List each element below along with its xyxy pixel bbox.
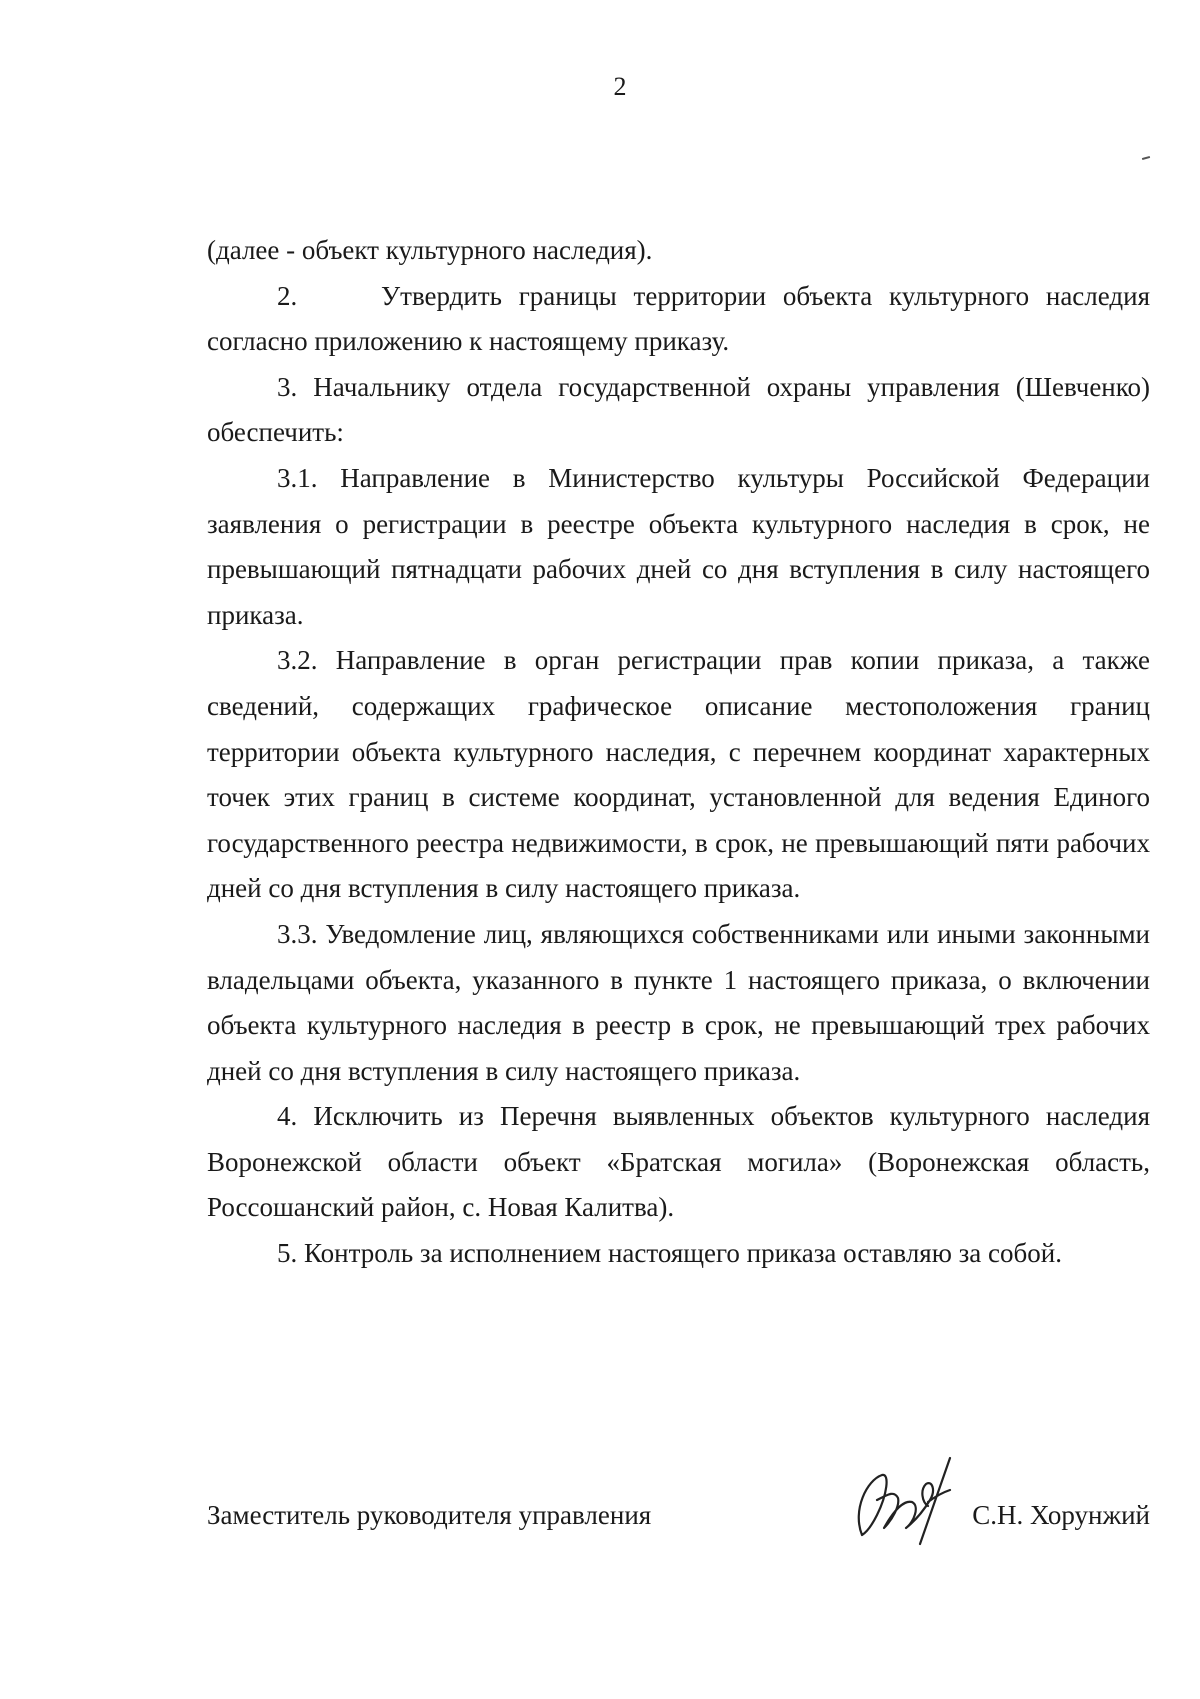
- page-number: 2: [613, 72, 627, 101]
- paragraph-item-3-1: 3.1. Направление в Министерство культуры Российской Федерации заявления о регистрации в реестре объекта культурного наследия в срок, не превышающий пятнадцати рабочих дней со дня вступления в силу настоящего приказа.: [207, 462, 1150, 630]
- document-body: [207, 228, 1150, 1277]
- paragraph-item-4: 4. Исключить из Перечня выявленных объектов культурного наследия Воронежской области объект «Братская могила» (Воронежская область, Россошанский район, с. Новая Калитва).: [207, 1101, 1150, 1223]
- scan-mark: [1142, 156, 1150, 160]
- signature-block: [207, 1470, 1150, 1560]
- signer-name: С.Н. Хорунжий: [972, 1500, 1150, 1530]
- paragraph-item-5: 5. Контроль за исполнением настоящего приказа оставляю за собой.: [277, 1238, 1062, 1269]
- paragraph-continuation: (далее - объект культурного наследия).: [207, 235, 653, 265]
- paragraph-item-3-3: 3.3. Уведомление лиц, являющихся собственниками или иными законными владельцами объекта, указанного в пункте 1 настоящего приказа, о включении объекта культурного наследия в реестр в срок, не превышающий трех рабочих дней со дня вступления в силу настоящего приказа.: [207, 918, 1150, 1086]
- signer-title: Заместитель руководителя управления: [207, 1500, 652, 1530]
- paragraph-item-3: 3. Начальнику отдела государственной охраны управления (Шевченко) обеспечить:: [207, 371, 1150, 448]
- handwritten-signature: [832, 1440, 972, 1570]
- paragraph-item-2: 2. Утвердить границы территории объекта культурного наследия согласно приложению к настоящему приказу.: [207, 280, 1150, 357]
- paragraph-item-3-2: 3.2. Направление в орган регистрации прав копии приказа, а также сведений, содержащих графическое описание местоположения границ территории объекта культурного наследия, с перечнем координат характерных точек этих границ в системе координат, установленной для ведения Единого государственного реестра недвижимости, в срок, не превышающий пяти рабочих дней со дня вступления в силу настоящего приказа.: [207, 645, 1150, 904]
